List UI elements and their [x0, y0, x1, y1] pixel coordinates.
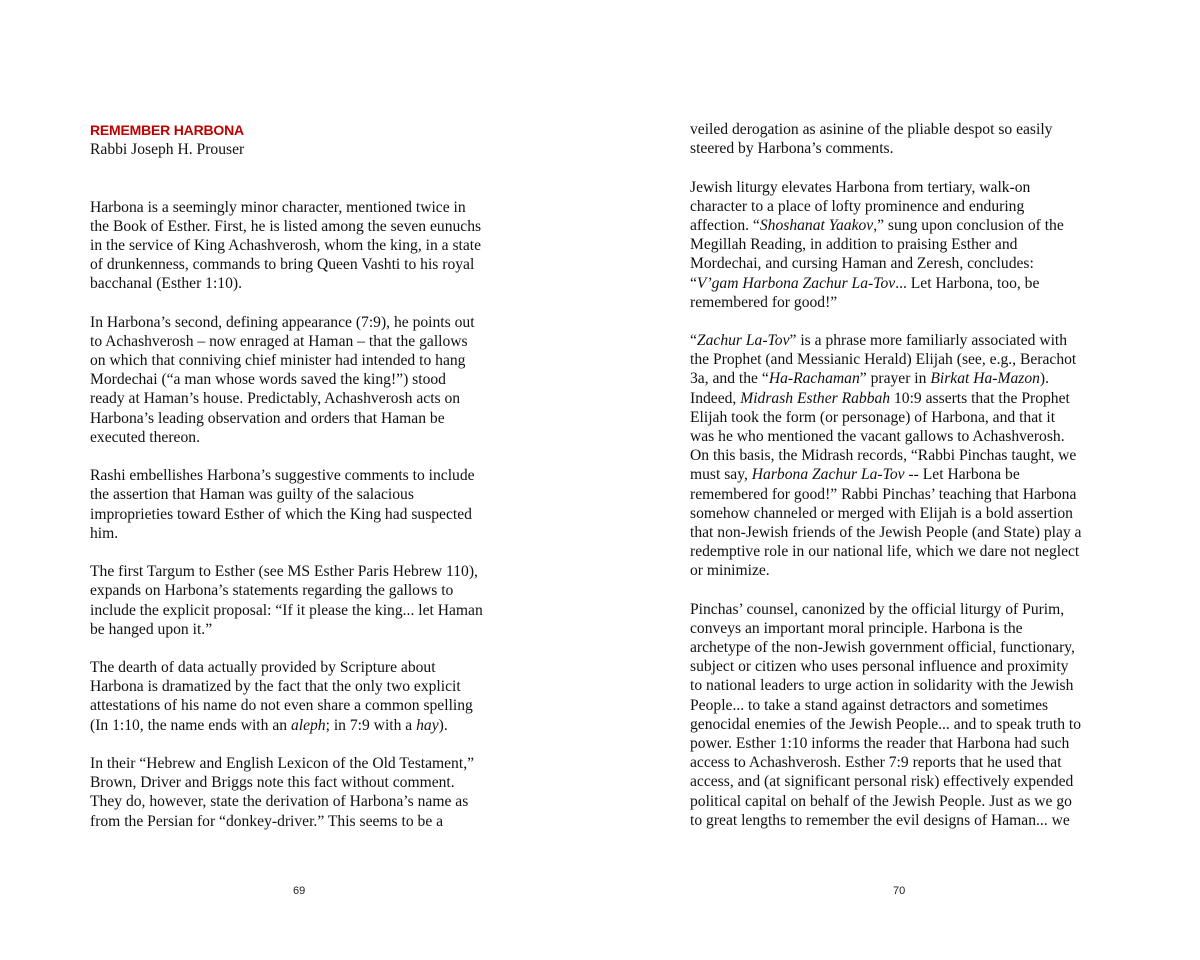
text-segment: to great lengths to remember the evil designs of Haman... we [690, 811, 1070, 829]
italic-text: Zachur La-Tov [696, 332, 790, 350]
text-segment: Jewish liturgy elevates Harbona from tertiary, walk-on [690, 178, 1031, 196]
text-line [690, 465, 1130, 484]
text-line [690, 389, 1130, 408]
article-author: Rabbi Joseph H. Prouser [90, 141, 245, 158]
text-line [690, 446, 1130, 465]
paragraph [90, 198, 530, 294]
text-segment: attestations of his name do not even share a common spelling [90, 697, 473, 715]
text-line [690, 408, 1130, 427]
text-segment: Indeed, [690, 389, 741, 407]
spacer [90, 159, 530, 197]
italic-text: V’gam Harbona Zachur La-Tov [696, 274, 896, 292]
italic-text: Ha-Rachaman [768, 370, 860, 388]
text-line [90, 198, 530, 217]
paragraph [90, 313, 530, 447]
text-line [690, 638, 1130, 657]
text-line [90, 217, 530, 236]
text-line [90, 620, 530, 639]
text-line [690, 427, 1130, 446]
text-line [690, 216, 1130, 235]
text-segment: somehow channeled or merged with Elijah is a bold assertion [690, 504, 1073, 522]
text-line [90, 313, 530, 332]
text-line [690, 293, 1130, 312]
text-segment: the Prophet (and Messianic Herald) Elijah (see, e.g., Berachot [690, 351, 1077, 369]
italic-text: Harbona Zachur La-Tov [751, 466, 905, 484]
text-line [690, 504, 1130, 523]
text-segment: ready at Haman’s house. Predictably, Achashverosh acts on [90, 390, 461, 408]
paragraph [690, 331, 1130, 580]
text-line [690, 139, 1130, 158]
text-line [690, 811, 1130, 830]
text-line [90, 274, 530, 293]
text-line [90, 351, 530, 370]
text-segment: him. [90, 524, 119, 542]
text-line [690, 676, 1130, 695]
text-segment: Mordechai (“a man whose words saved the king!”) stood [90, 371, 446, 389]
text-segment: must say, [690, 466, 752, 484]
text-segment: of drunkenness, commands to bring Queen Vashti to his royal [90, 256, 475, 274]
text-segment: improprieties toward Esther of which the King had suspected [90, 505, 472, 523]
text-line [90, 716, 530, 735]
text-segment: power. Esther 1:10 informs the reader that Harbona had such [690, 735, 1070, 752]
text-line [90, 485, 530, 504]
text-line [90, 581, 530, 600]
text-line [690, 350, 1130, 369]
text-segment: bacchanal (Esther 1:10). [90, 275, 242, 293]
text-line [90, 812, 530, 831]
text-segment: from the Persian for “donkey-driver.” This seems to be a [90, 812, 444, 830]
text-segment: Mordechai, and cursing Haman and Zeresh, concludes: [690, 255, 1034, 273]
text-line [690, 235, 1130, 254]
text-line [690, 657, 1130, 676]
text-line [690, 197, 1130, 216]
text-segment: “ [690, 332, 697, 350]
paragraph [690, 600, 1130, 830]
text-line [90, 255, 530, 274]
text-line [90, 601, 530, 620]
text-segment: the assertion that Haman was guilty of the salacious [90, 486, 414, 504]
text-segment: include the explicit proposal: “If it please the king... let Haman [90, 601, 483, 619]
text-line [90, 466, 530, 485]
text-segment: 10:9 asserts that the Prophet [890, 389, 1070, 407]
text-line [690, 485, 1130, 504]
text-segment: ,” sung upon conclusion of the [873, 216, 1064, 234]
italic-text: Midrash Esther Rabbah [740, 389, 891, 407]
text-segment: Megillah Reading, in addition to praising Esther and [690, 236, 1018, 254]
text-segment: or minimize. [690, 562, 770, 580]
text-segment: to national leaders to urge action in solidarity with the Jewish [690, 677, 1074, 695]
text-line [690, 369, 1130, 388]
text-line [90, 332, 530, 351]
text-line [690, 331, 1130, 350]
text-segment: to Achashverosh – now enraged at Haman – that the gallows [90, 332, 468, 350]
text-segment: On this basis, the Midrash records, “Rabbi Pinchas taught, we [690, 447, 1077, 465]
text-line [690, 734, 1130, 753]
text-segment: subject or citizen who uses personal influence and proximity [690, 658, 1069, 676]
text-line [690, 696, 1130, 715]
italic-text: aleph [290, 716, 326, 734]
text-line [90, 658, 530, 677]
page-left [90, 120, 530, 850]
text-line [90, 389, 530, 408]
text-segment: Harbona’s leading observation and orders that Haman be [90, 409, 445, 427]
text-line [90, 792, 530, 811]
text-segment: access, and (at significant personal risk) effectively expended [690, 773, 1074, 791]
text-segment: ). [438, 716, 448, 734]
italic-text: Birkat Ha-Mazon [930, 370, 1040, 388]
text-segment: access to Achashverosh. Esther 7:9 reports that he used that [690, 754, 1062, 772]
text-line [90, 236, 530, 255]
text-segment: Elijah took the form (or personage) of Harbona, and that it [690, 408, 1056, 426]
paragraph [90, 466, 530, 543]
text-segment: Harbona is dramatized by the fact that the only two explicit [90, 678, 461, 696]
text-line [690, 561, 1130, 580]
text-line [90, 524, 530, 543]
text-segment: They do, however, state the derivation of Harbona’s name as [90, 793, 469, 811]
text-line [690, 753, 1130, 772]
text-line [690, 619, 1130, 638]
text-segment: the Book of Esther. First, he is listed among the seven eunuchs [90, 217, 482, 235]
text-segment: “ [690, 274, 697, 292]
text-segment: -- Let Harbona be [904, 466, 1020, 484]
paragraph [90, 562, 530, 639]
paragraph [90, 658, 530, 735]
text-segment: The dearth of data actually provided by Scripture about [90, 659, 436, 677]
text-segment: People... to take a stand against detractors and sometimes [690, 696, 1049, 714]
text-segment: conveys an important moral principle. Harbona is the [690, 619, 1023, 637]
italic-text: Shoshanat Yaakov [759, 216, 874, 234]
text-segment: genocidal enemies of the Jewish People... and to speak truth to [690, 715, 1082, 733]
text-segment: affection. “ [690, 216, 760, 234]
text-segment: expands on Harbona’s statements regarding the gallows to [90, 582, 454, 600]
text-segment: (In 1:10, the name ends with an [90, 716, 291, 734]
body-text [690, 120, 1130, 830]
text-line [690, 523, 1130, 542]
text-segment: ; in 7:9 with a [325, 716, 417, 734]
text-segment: 3a, and the “ [690, 370, 769, 388]
page-right [690, 120, 1130, 849]
text-line [690, 772, 1130, 791]
text-line [90, 409, 530, 428]
article-title: REMEMBER HARBONA [90, 122, 244, 138]
italic-text: hay [416, 716, 439, 734]
text-line [90, 562, 530, 581]
text-line [90, 677, 530, 696]
text-segment: remembered for good!” [690, 293, 838, 311]
text-segment: Harbona is a seemingly minor character, mentioned twice in [90, 198, 466, 216]
paragraph [690, 178, 1130, 312]
text-line [90, 696, 530, 715]
text-segment: character to a place of lofty prominence and enduring [690, 197, 1025, 215]
text-line [90, 773, 530, 792]
text-segment: In their “Hebrew and English Lexicon of the Old Testament,” [90, 755, 475, 773]
page-number-right: 70 [893, 885, 906, 897]
text-segment: political capital on behalf of the Jewish People. Just as we go [690, 792, 1072, 810]
text-segment: that non-Jewish friends of the Jewish People (and State) play a [690, 523, 1082, 541]
text-line [690, 274, 1130, 293]
text-segment: on which that conniving chief minister had intended to hang [90, 352, 466, 370]
text-line [90, 754, 530, 773]
text-line [690, 792, 1130, 811]
text-line [690, 120, 1130, 139]
page-number-left: 69 [293, 885, 306, 897]
text-segment: ” prayer in [859, 370, 931, 388]
text-segment: in the service of King Achashverosh, whom the king, in a state [90, 236, 482, 254]
text-segment: be hanged upon it.” [90, 620, 213, 638]
text-segment: Brown, Driver and Briggs note this fact without comment. [90, 774, 455, 792]
text-line [90, 505, 530, 524]
text-line [90, 428, 530, 447]
text-line [690, 600, 1130, 619]
text-segment: veiled derogation as asinine of the pliable despot so easily [690, 121, 1053, 138]
text-segment: Rashi embellishes Harbona’s suggestive comments to include [90, 467, 475, 485]
text-segment: executed thereon. [90, 428, 200, 446]
text-line [690, 178, 1130, 197]
text-line [690, 542, 1130, 561]
body-text [90, 198, 530, 831]
paragraph [90, 754, 530, 831]
text-segment: remembered for good!” Rabbi Pinchas’ teaching that Harbona [690, 485, 1077, 503]
text-segment: ). [1039, 370, 1050, 388]
text-segment: ” is a phrase more familiarly associated with [789, 332, 1068, 350]
text-segment: archetype of the non-Jewish government official, functionary, [690, 639, 1075, 657]
text-segment: Pinchas’ counsel, canonized by the official liturgy of Purim, [690, 600, 1065, 618]
text-line [90, 370, 530, 389]
text-segment: redemptive role in our national life, which we dare not neglect [690, 543, 1080, 561]
text-segment: steered by Harbona’s comments. [690, 140, 894, 158]
text-segment: The first Targum to Esther (see MS Esther Paris Hebrew 110), [90, 563, 478, 581]
text-line [690, 254, 1130, 273]
text-segment: was he who mentioned the vacant gallows to Achashverosh. [690, 428, 1065, 445]
text-segment: In Harbona’s second, defining appearance (7:9), he points out [90, 313, 475, 331]
paragraph [690, 120, 1130, 158]
text-line [690, 715, 1130, 734]
text-segment: ... Let Harbona, too, be [895, 274, 1040, 292]
